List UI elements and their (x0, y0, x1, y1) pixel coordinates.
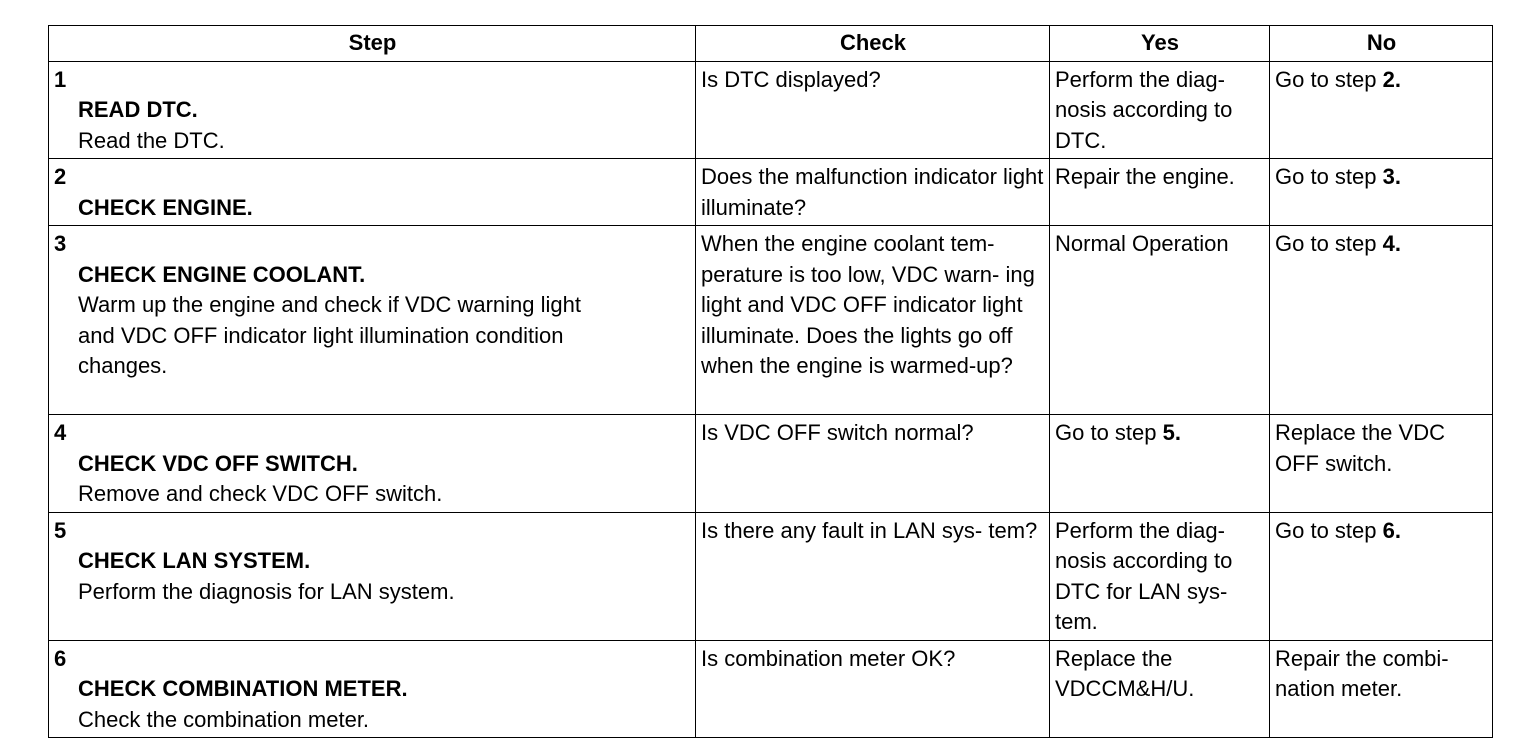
yes-text: Replace the VDCCM&H/U. (1055, 645, 1195, 701)
step-body (78, 95, 598, 156)
no-step-ref: 4. (1382, 231, 1401, 256)
check-cell: Is DTC displayed? (696, 61, 1050, 159)
no-text: Go to step (1275, 164, 1383, 189)
step-cell (49, 61, 696, 159)
header-row (49, 26, 1493, 62)
step-description: Remove and check VDC OFF switch. (78, 481, 443, 506)
step-body (78, 546, 598, 607)
step-number: 2 (54, 164, 67, 189)
header-yes: Yes (1050, 26, 1270, 62)
no-cell (1270, 512, 1493, 640)
no-cell (1270, 61, 1493, 159)
no-text: Replace the VDC OFF switch. (1275, 420, 1445, 476)
step-body (78, 674, 598, 735)
check-cell: When the engine coolant tem- perature is too low, VDC warn- ing light and VDC OFF indicator light illuminate. Does the lights go off when the engine is warmed-up? (696, 226, 1050, 415)
yes-cell (1050, 512, 1270, 640)
yes-text: Normal Operation (1055, 231, 1229, 256)
no-text: Go to step (1275, 517, 1383, 543)
table-row (49, 640, 1493, 738)
table-row (49, 61, 1493, 159)
step-number: 5 (54, 517, 67, 543)
yes-text: Perform the diag- nosis according to DTC for LAN sys- tem. (1055, 517, 1233, 634)
yes-text: Perform the diag- nosis according to DTC. (1055, 66, 1233, 153)
table-row (49, 226, 1493, 415)
table-row (49, 415, 1493, 513)
step-number: 6 (54, 645, 67, 671)
check-cell: Is there any fault in LAN sys- tem? (696, 512, 1050, 640)
no-step-ref: 2. (1382, 66, 1401, 92)
header-no: No (1270, 26, 1493, 62)
no-cell (1270, 640, 1493, 738)
no-cell (1270, 159, 1493, 226)
yes-text: Repair the engine. (1055, 164, 1235, 189)
step-description: Read the DTC. (78, 127, 225, 153)
step-description: Perform the diagnosis for LAN system. (78, 578, 455, 604)
no-cell (1270, 415, 1493, 513)
no-text: Go to step (1275, 231, 1383, 256)
step-cell (49, 226, 696, 415)
yes-cell (1050, 226, 1270, 415)
step-title: CHECK COMBINATION METER. (78, 676, 408, 701)
check-cell: Is VDC OFF switch normal? (696, 415, 1050, 513)
header-check: Check (696, 26, 1050, 62)
diagnosis-table (48, 25, 1493, 738)
table-row (49, 512, 1493, 640)
step-title: CHECK VDC OFF SWITCH. (78, 450, 358, 476)
step-cell (49, 159, 696, 226)
yes-cell (1050, 640, 1270, 738)
step-description: Check the combination meter. (78, 706, 370, 732)
yes-step-ref: 5. (1162, 420, 1181, 445)
no-text: Go to step (1275, 66, 1383, 92)
check-cell: Does the malfunction indicator light illuminate? (696, 159, 1050, 226)
check-cell: Is combination meter OK? (696, 640, 1050, 738)
no-text: Repair the combi- nation meter. (1275, 645, 1449, 701)
step-cell (49, 415, 696, 513)
no-cell (1270, 226, 1493, 415)
header-step: Step (49, 26, 696, 62)
table-row (49, 159, 1493, 226)
step-cell (49, 512, 696, 640)
step-title: CHECK ENGINE COOLANT. (78, 261, 366, 287)
yes-cell (1050, 415, 1270, 513)
step-title: READ DTC. (78, 97, 198, 122)
step-title: CHECK LAN SYSTEM. (78, 548, 311, 573)
step-body (78, 449, 598, 510)
step-title: CHECK ENGINE. (78, 194, 253, 220)
step-cell (49, 640, 696, 738)
yes-cell (1050, 61, 1270, 159)
step-number: 1 (54, 66, 67, 92)
no-step-ref: 6. (1382, 517, 1401, 543)
step-body (78, 260, 598, 382)
step-body (78, 193, 598, 224)
step-number: 4 (54, 420, 67, 445)
step-number: 3 (54, 231, 67, 256)
yes-cell (1050, 159, 1270, 226)
yes-text: Go to step (1055, 420, 1163, 445)
step-description: Warm up the engine and check if VDC warning light and VDC OFF indicator light illumination condition changes. (78, 292, 581, 378)
no-step-ref: 3. (1382, 164, 1401, 189)
